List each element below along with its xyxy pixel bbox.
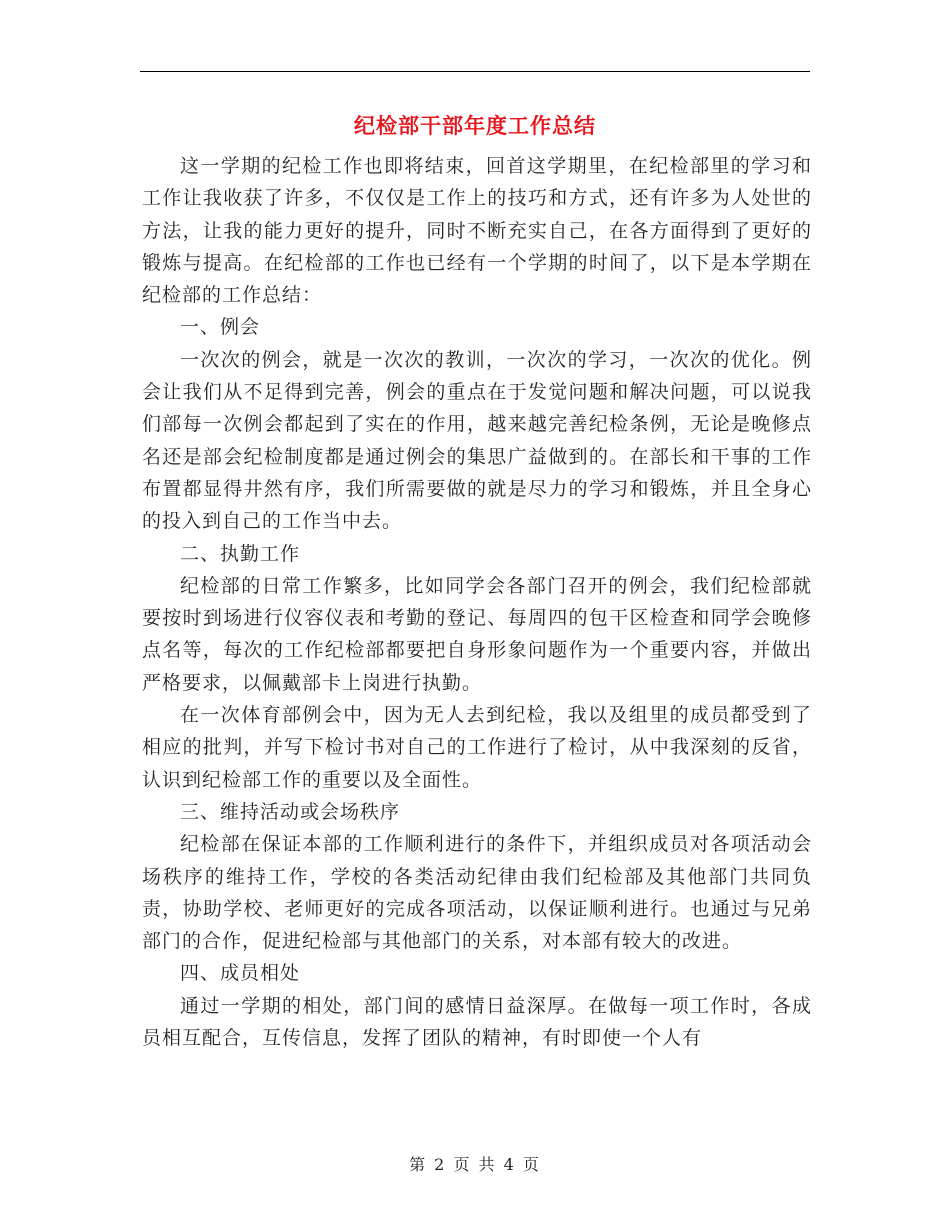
paragraph-order: 纪检部在保证本部的工作顺利进行的条件下，并组织成员对各项活动会场秩序的维持工作，学校的各类活动纪律由我们纪检部及其他部门共同负责，协助学校、老师更好的完成各项活动，以保证顺利进行。也通过与兄弟部门的合作，促进纪检部与其他部门的关系，对本部有较大的改进。 bbox=[142, 833, 812, 953]
paragraph-meetings: 一次次的例会，就是一次次的教训，一次次的学习，一次次的优化。例会让我们从不足得到完善，例会的重点在于发觉问题和解决问题，可以说我们部每一次例会都起到了实在的作用，越来越完善纪检条例，无论是晚修点名还是部会纪检制度都是通过例会的集思广益做到的。在部长和干事的工作布置都显得井然有序，我们所需要做的就是尽力的学习和锻炼，并且全身心的投入到自己的工作当中去。 bbox=[142, 348, 812, 533]
paragraph-members: 通过一学期的相处，部门间的感情日益深厚。在做每一项工作时，各成员相互配合，互传信息，发挥了团队的精神，有时即使一个人有 bbox=[142, 994, 812, 1050]
paragraph-duty-reflection: 在一次体育部例会中，因为无人去到纪检，我以及组里的成员都受到了相应的批判，并写下检讨书对自己的工作进行了检讨，从中我深刻的反省，认识到纪检部工作的重要以及全面性。 bbox=[142, 704, 812, 791]
paragraph-duty: 纪检部的日常工作繁多，比如同学会各部门召开的例会，我们纪检部就要按时到场进行仪容仪表和考勤的登记、每周四的包干区检查和同学会晚修点名等，每次的工作纪检部都要把自身形象问题作为一个重要内容，并做出严格要求，以佩戴部卡上岗进行执勤。 bbox=[142, 574, 812, 694]
section-heading-members: 四、成员相处 bbox=[180, 962, 301, 985]
header-rule bbox=[140, 71, 810, 72]
document-body bbox=[142, 150, 812, 1054]
section-heading-duty: 二、执勤工作 bbox=[180, 542, 301, 565]
document-title: 纪检部干部年度工作总结 bbox=[354, 113, 596, 138]
section-heading-meetings: 一、例会 bbox=[180, 316, 261, 339]
section-heading-order: 三、维持活动或会场秩序 bbox=[180, 800, 401, 823]
paragraph-intro: 这一学期的纪检工作也即将结束，回首这学期里，在纪检部里的学习和工作让我收获了许多，不仅仅是工作上的技巧和方式，还有许多为人处世的方法，让我的能力更好的提升，同时不断充实自己，在各方面得到了更好的锻炼与提高。在纪检部的工作也已经有一个学期的时间了，以下是本学期在纪检部的工作总结： bbox=[142, 155, 812, 307]
page-number-footer: 第 2 页 共 4 页 bbox=[409, 1155, 541, 1174]
